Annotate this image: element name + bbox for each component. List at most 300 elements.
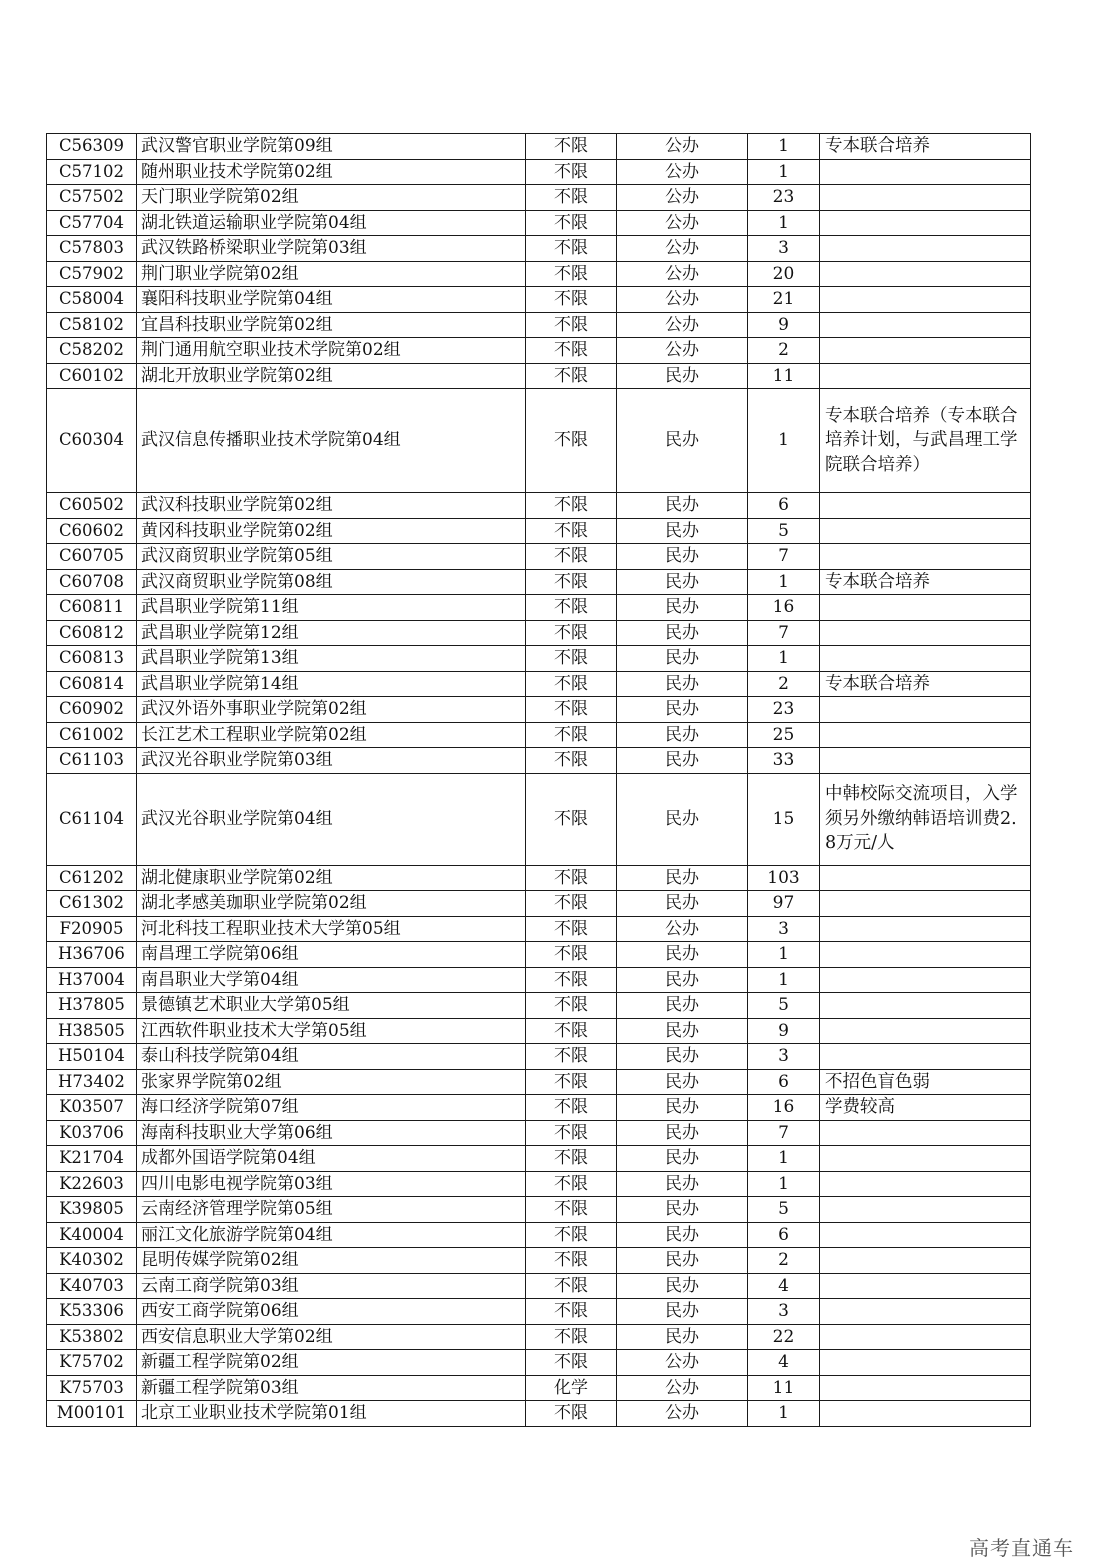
cell-code: C58202 <box>47 338 137 364</box>
cell-type: 民办 <box>617 967 748 993</box>
cell-subject: 不限 <box>526 134 617 160</box>
cell-name: 丽江文化旅游学院第04组 <box>137 1222 526 1248</box>
cell-count: 11 <box>748 363 820 389</box>
cell-type: 民办 <box>617 620 748 646</box>
cell-name: 武汉科技职业学院第02组 <box>137 493 526 519</box>
table-row <box>47 993 1031 1019</box>
table-row <box>47 1324 1031 1350</box>
cell-code: K03507 <box>47 1095 137 1121</box>
cell-subject: 化学 <box>526 1375 617 1401</box>
table-row <box>47 1273 1031 1299</box>
cell-remark <box>820 1248 1031 1274</box>
cell-subject: 不限 <box>526 671 617 697</box>
cell-remark <box>820 159 1031 185</box>
cell-name: 武汉商贸职业学院第05组 <box>137 544 526 570</box>
cell-name: 湖北孝感美珈职业学院第02组 <box>137 891 526 917</box>
cell-name: 南昌职业大学第04组 <box>137 967 526 993</box>
cell-name: 武昌职业学院第11组 <box>137 595 526 621</box>
cell-code: K53306 <box>47 1299 137 1325</box>
table-row <box>47 1222 1031 1248</box>
cell-count: 1 <box>748 389 820 493</box>
cell-remark <box>820 1273 1031 1299</box>
cell-code: C58004 <box>47 287 137 313</box>
cell-count: 6 <box>748 1069 820 1095</box>
cell-type: 民办 <box>617 865 748 891</box>
cell-name: 武昌职业学院第14组 <box>137 671 526 697</box>
cell-remark <box>820 1299 1031 1325</box>
cell-remark <box>820 236 1031 262</box>
table-row <box>47 569 1031 595</box>
cell-count: 1 <box>748 967 820 993</box>
cell-code: C61104 <box>47 773 137 865</box>
table-row <box>47 493 1031 519</box>
cell-subject: 不限 <box>526 363 617 389</box>
cell-code: C56309 <box>47 134 137 160</box>
cell-count: 2 <box>748 1248 820 1274</box>
cell-subject: 不限 <box>526 595 617 621</box>
cell-type: 公办 <box>617 287 748 313</box>
enrollment-table-container <box>46 133 1030 1427</box>
cell-code: C61202 <box>47 865 137 891</box>
cell-count: 9 <box>748 312 820 338</box>
table-row <box>47 748 1031 774</box>
cell-count: 1 <box>748 134 820 160</box>
cell-name: 泰山科技学院第04组 <box>137 1044 526 1070</box>
cell-name: 随州职业技术学院第02组 <box>137 159 526 185</box>
cell-remark <box>820 748 1031 774</box>
cell-code: C60502 <box>47 493 137 519</box>
cell-code: C61103 <box>47 748 137 774</box>
table-row <box>47 773 1031 865</box>
cell-remark <box>820 518 1031 544</box>
cell-name: 新疆工程学院第02组 <box>137 1350 526 1376</box>
cell-name: 张家界学院第02组 <box>137 1069 526 1095</box>
table-row <box>47 1044 1031 1070</box>
table-row <box>47 1146 1031 1172</box>
cell-name: 宜昌科技职业学院第02组 <box>137 312 526 338</box>
cell-subject: 不限 <box>526 1401 617 1427</box>
cell-subject: 不限 <box>526 210 617 236</box>
cell-remark: 专本联合培养 <box>820 134 1031 160</box>
cell-code: C60813 <box>47 646 137 672</box>
cell-code: C57502 <box>47 185 137 211</box>
cell-count: 97 <box>748 891 820 917</box>
cell-name: 武汉信息传播职业技术学院第04组 <box>137 389 526 493</box>
cell-type: 民办 <box>617 722 748 748</box>
cell-type: 公办 <box>617 210 748 236</box>
cell-type: 民办 <box>617 595 748 621</box>
cell-subject: 不限 <box>526 1069 617 1095</box>
cell-type: 民办 <box>617 1222 748 1248</box>
cell-count: 1 <box>748 1171 820 1197</box>
cell-code: H36706 <box>47 942 137 968</box>
cell-count: 22 <box>748 1324 820 1350</box>
cell-code: C61302 <box>47 891 137 917</box>
cell-type: 公办 <box>617 134 748 160</box>
cell-remark: 学费较高 <box>820 1095 1031 1121</box>
cell-remark <box>820 967 1031 993</box>
cell-remark <box>820 363 1031 389</box>
cell-subject: 不限 <box>526 312 617 338</box>
cell-type: 民办 <box>617 1299 748 1325</box>
cell-remark <box>820 1018 1031 1044</box>
cell-subject: 不限 <box>526 620 617 646</box>
cell-count: 1 <box>748 159 820 185</box>
table-row <box>47 865 1031 891</box>
cell-type: 民办 <box>617 1197 748 1223</box>
cell-code: K40004 <box>47 1222 137 1248</box>
cell-subject: 不限 <box>526 697 617 723</box>
cell-count: 16 <box>748 595 820 621</box>
cell-remark <box>820 891 1031 917</box>
cell-type: 民办 <box>617 569 748 595</box>
cell-remark <box>820 261 1031 287</box>
cell-remark <box>820 595 1031 621</box>
table-row <box>47 1401 1031 1427</box>
cell-name: 武汉外语外事职业学院第02组 <box>137 697 526 723</box>
cell-code: C58102 <box>47 312 137 338</box>
cell-type: 民办 <box>617 1044 748 1070</box>
cell-code: C60304 <box>47 389 137 493</box>
cell-name: 武汉光谷职业学院第03组 <box>137 748 526 774</box>
cell-remark <box>820 1120 1031 1146</box>
cell-code: C57102 <box>47 159 137 185</box>
cell-code: H38505 <box>47 1018 137 1044</box>
cell-remark: 专本联合培养 <box>820 671 1031 697</box>
cell-type: 公办 <box>617 261 748 287</box>
cell-code: H73402 <box>47 1069 137 1095</box>
cell-remark <box>820 1324 1031 1350</box>
cell-code: K53802 <box>47 1324 137 1350</box>
cell-subject: 不限 <box>526 748 617 774</box>
table-body <box>47 134 1031 1427</box>
cell-name: 天门职业学院第02组 <box>137 185 526 211</box>
table-row <box>47 891 1031 917</box>
cell-subject: 不限 <box>526 544 617 570</box>
cell-code: K22603 <box>47 1171 137 1197</box>
cell-code: K40703 <box>47 1273 137 1299</box>
cell-remark <box>820 916 1031 942</box>
cell-name: 长江艺术工程职业学院第02组 <box>137 722 526 748</box>
cell-count: 2 <box>748 671 820 697</box>
cell-subject: 不限 <box>526 1324 617 1350</box>
cell-type: 民办 <box>617 1146 748 1172</box>
cell-type: 民办 <box>617 1171 748 1197</box>
table-row <box>47 1248 1031 1274</box>
cell-type: 民办 <box>617 671 748 697</box>
cell-remark <box>820 312 1031 338</box>
cell-name: 黄冈科技职业学院第02组 <box>137 518 526 544</box>
cell-remark <box>820 1350 1031 1376</box>
cell-subject: 不限 <box>526 1146 617 1172</box>
cell-code: C57704 <box>47 210 137 236</box>
cell-name: 湖北开放职业学院第02组 <box>137 363 526 389</box>
cell-code: C60602 <box>47 518 137 544</box>
cell-name: 武昌职业学院第13组 <box>137 646 526 672</box>
cell-code: C60812 <box>47 620 137 646</box>
cell-code: C57803 <box>47 236 137 262</box>
cell-count: 5 <box>748 993 820 1019</box>
cell-code: K03706 <box>47 1120 137 1146</box>
cell-code: C60705 <box>47 544 137 570</box>
cell-code: K75703 <box>47 1375 137 1401</box>
cell-subject: 不限 <box>526 942 617 968</box>
cell-name: 襄阳科技职业学院第04组 <box>137 287 526 313</box>
cell-name: 武昌职业学院第12组 <box>137 620 526 646</box>
cell-type: 民办 <box>617 697 748 723</box>
cell-count: 5 <box>748 518 820 544</box>
cell-count: 20 <box>748 261 820 287</box>
table-row <box>47 236 1031 262</box>
watermark-text: 高考直通车 <box>969 1536 1074 1560</box>
cell-type: 民办 <box>617 389 748 493</box>
cell-remark <box>820 185 1031 211</box>
table-row <box>47 544 1031 570</box>
table-row <box>47 1069 1031 1095</box>
cell-type: 公办 <box>617 185 748 211</box>
cell-count: 4 <box>748 1273 820 1299</box>
table-row <box>47 363 1031 389</box>
cell-subject: 不限 <box>526 185 617 211</box>
table-row <box>47 261 1031 287</box>
cell-code: C57902 <box>47 261 137 287</box>
cell-code: K21704 <box>47 1146 137 1172</box>
cell-type: 民办 <box>617 1120 748 1146</box>
cell-count: 7 <box>748 620 820 646</box>
cell-count: 1 <box>748 1401 820 1427</box>
cell-name: 武汉警官职业学院第09组 <box>137 134 526 160</box>
cell-name: 西安工商学院第06组 <box>137 1299 526 1325</box>
table-row <box>47 671 1031 697</box>
cell-remark <box>820 493 1031 519</box>
table-row <box>47 967 1031 993</box>
cell-subject: 不限 <box>526 865 617 891</box>
cell-code: C60811 <box>47 595 137 621</box>
cell-name: 武汉商贸职业学院第08组 <box>137 569 526 595</box>
cell-subject: 不限 <box>526 773 617 865</box>
cell-code: H50104 <box>47 1044 137 1070</box>
cell-count: 15 <box>748 773 820 865</box>
cell-code: H37805 <box>47 993 137 1019</box>
cell-subject: 不限 <box>526 891 617 917</box>
table-row <box>47 159 1031 185</box>
cell-name: 武汉光谷职业学院第04组 <box>137 773 526 865</box>
cell-code: F20905 <box>47 916 137 942</box>
enrollment-table <box>46 133 1031 1427</box>
cell-type: 民办 <box>617 748 748 774</box>
table-row <box>47 389 1031 493</box>
cell-remark <box>820 287 1031 313</box>
cell-remark <box>820 1197 1031 1223</box>
table-row <box>47 338 1031 364</box>
cell-subject: 不限 <box>526 993 617 1019</box>
cell-type: 公办 <box>617 312 748 338</box>
cell-count: 1 <box>748 210 820 236</box>
cell-name: 景德镇艺术职业大学第05组 <box>137 993 526 1019</box>
cell-subject: 不限 <box>526 1044 617 1070</box>
cell-code: C60102 <box>47 363 137 389</box>
cell-type: 公办 <box>617 916 748 942</box>
cell-subject: 不限 <box>526 389 617 493</box>
cell-subject: 不限 <box>526 646 617 672</box>
cell-type: 公办 <box>617 159 748 185</box>
cell-count: 9 <box>748 1018 820 1044</box>
cell-name: 成都外国语学院第04组 <box>137 1146 526 1172</box>
cell-remark <box>820 646 1031 672</box>
cell-count: 23 <box>748 185 820 211</box>
cell-count: 21 <box>748 287 820 313</box>
cell-name: 南昌理工学院第06组 <box>137 942 526 968</box>
cell-count: 7 <box>748 544 820 570</box>
cell-subject: 不限 <box>526 569 617 595</box>
cell-code: C60902 <box>47 697 137 723</box>
table-row <box>47 620 1031 646</box>
cell-count: 11 <box>748 1375 820 1401</box>
cell-count: 1 <box>748 1146 820 1172</box>
cell-type: 民办 <box>617 1018 748 1044</box>
table-row <box>47 1197 1031 1223</box>
cell-remark: 专本联合培养 <box>820 569 1031 595</box>
cell-code: K75702 <box>47 1350 137 1376</box>
cell-type: 公办 <box>617 1375 748 1401</box>
cell-type: 公办 <box>617 236 748 262</box>
cell-code: C60814 <box>47 671 137 697</box>
cell-remark <box>820 338 1031 364</box>
cell-type: 民办 <box>617 1273 748 1299</box>
table-row <box>47 1375 1031 1401</box>
cell-type: 公办 <box>617 338 748 364</box>
cell-subject: 不限 <box>526 1350 617 1376</box>
cell-type: 民办 <box>617 993 748 1019</box>
cell-count: 33 <box>748 748 820 774</box>
cell-subject: 不限 <box>526 967 617 993</box>
cell-remark <box>820 722 1031 748</box>
cell-subject: 不限 <box>526 236 617 262</box>
cell-subject: 不限 <box>526 1171 617 1197</box>
cell-count: 6 <box>748 1222 820 1248</box>
cell-name: 四川电影电视学院第03组 <box>137 1171 526 1197</box>
table-row <box>47 287 1031 313</box>
table-row <box>47 1018 1031 1044</box>
cell-name: 荆门职业学院第02组 <box>137 261 526 287</box>
cell-code: M00101 <box>47 1401 137 1427</box>
cell-type: 民办 <box>617 1069 748 1095</box>
cell-count: 3 <box>748 236 820 262</box>
cell-code: C61002 <box>47 722 137 748</box>
table-row <box>47 1171 1031 1197</box>
cell-code: K39805 <box>47 1197 137 1223</box>
cell-count: 103 <box>748 865 820 891</box>
cell-count: 5 <box>748 1197 820 1223</box>
cell-type: 民办 <box>617 544 748 570</box>
table-row <box>47 134 1031 160</box>
cell-type: 民办 <box>617 773 748 865</box>
cell-count: 2 <box>748 338 820 364</box>
cell-code: K40302 <box>47 1248 137 1274</box>
cell-subject: 不限 <box>526 493 617 519</box>
cell-remark <box>820 210 1031 236</box>
cell-type: 民办 <box>617 493 748 519</box>
table-row <box>47 646 1031 672</box>
cell-subject: 不限 <box>526 916 617 942</box>
cell-count: 1 <box>748 569 820 595</box>
cell-count: 7 <box>748 1120 820 1146</box>
table-row <box>47 518 1031 544</box>
cell-remark <box>820 544 1031 570</box>
table-row <box>47 1350 1031 1376</box>
table-row <box>47 595 1031 621</box>
table-row <box>47 916 1031 942</box>
cell-subject: 不限 <box>526 1197 617 1223</box>
table-row <box>47 722 1031 748</box>
cell-subject: 不限 <box>526 1248 617 1274</box>
cell-remark: 中韩校际交流项目，入学须另外缴纳韩语培训费2.8万元/人 <box>820 773 1031 865</box>
cell-subject: 不限 <box>526 338 617 364</box>
cell-type: 民办 <box>617 1248 748 1274</box>
cell-count: 3 <box>748 916 820 942</box>
cell-subject: 不限 <box>526 1120 617 1146</box>
cell-subject: 不限 <box>526 1299 617 1325</box>
table-row <box>47 210 1031 236</box>
cell-count: 1 <box>748 646 820 672</box>
cell-type: 民办 <box>617 1095 748 1121</box>
cell-subject: 不限 <box>526 1095 617 1121</box>
cell-count: 23 <box>748 697 820 723</box>
table-row <box>47 697 1031 723</box>
cell-remark <box>820 1171 1031 1197</box>
cell-remark <box>820 942 1031 968</box>
cell-name: 湖北铁道运输职业学院第04组 <box>137 210 526 236</box>
cell-name: 河北科技工程职业技术大学第05组 <box>137 916 526 942</box>
cell-remark <box>820 697 1031 723</box>
cell-type: 民办 <box>617 942 748 968</box>
cell-name: 云南经济管理学院第05组 <box>137 1197 526 1223</box>
cell-remark <box>820 1044 1031 1070</box>
cell-count: 1 <box>748 942 820 968</box>
cell-name: 荆门通用航空职业技术学院第02组 <box>137 338 526 364</box>
table-row <box>47 1095 1031 1121</box>
cell-count: 25 <box>748 722 820 748</box>
cell-count: 6 <box>748 493 820 519</box>
cell-type: 公办 <box>617 1350 748 1376</box>
cell-name: 西安信息职业大学第02组 <box>137 1324 526 1350</box>
cell-name: 湖北健康职业学院第02组 <box>137 865 526 891</box>
cell-name: 北京工业职业技术学院第01组 <box>137 1401 526 1427</box>
cell-type: 民办 <box>617 1324 748 1350</box>
cell-remark: 不招色盲色弱 <box>820 1069 1031 1095</box>
cell-type: 公办 <box>617 1401 748 1427</box>
cell-remark: 专本联合培养（专本联合培养计划，与武昌理工学院联合培养） <box>820 389 1031 493</box>
table-row <box>47 942 1031 968</box>
cell-count: 3 <box>748 1299 820 1325</box>
cell-subject: 不限 <box>526 1222 617 1248</box>
cell-code: H37004 <box>47 967 137 993</box>
cell-subject: 不限 <box>526 1018 617 1044</box>
cell-code: C60708 <box>47 569 137 595</box>
cell-subject: 不限 <box>526 1273 617 1299</box>
cell-count: 3 <box>748 1044 820 1070</box>
cell-remark <box>820 865 1031 891</box>
cell-name: 云南工商学院第03组 <box>137 1273 526 1299</box>
table-row <box>47 1299 1031 1325</box>
cell-type: 民办 <box>617 891 748 917</box>
cell-name: 新疆工程学院第03组 <box>137 1375 526 1401</box>
cell-type: 民办 <box>617 646 748 672</box>
cell-type: 民办 <box>617 363 748 389</box>
cell-remark <box>820 1401 1031 1427</box>
table-row <box>47 1120 1031 1146</box>
cell-name: 江西软件职业技术大学第05组 <box>137 1018 526 1044</box>
